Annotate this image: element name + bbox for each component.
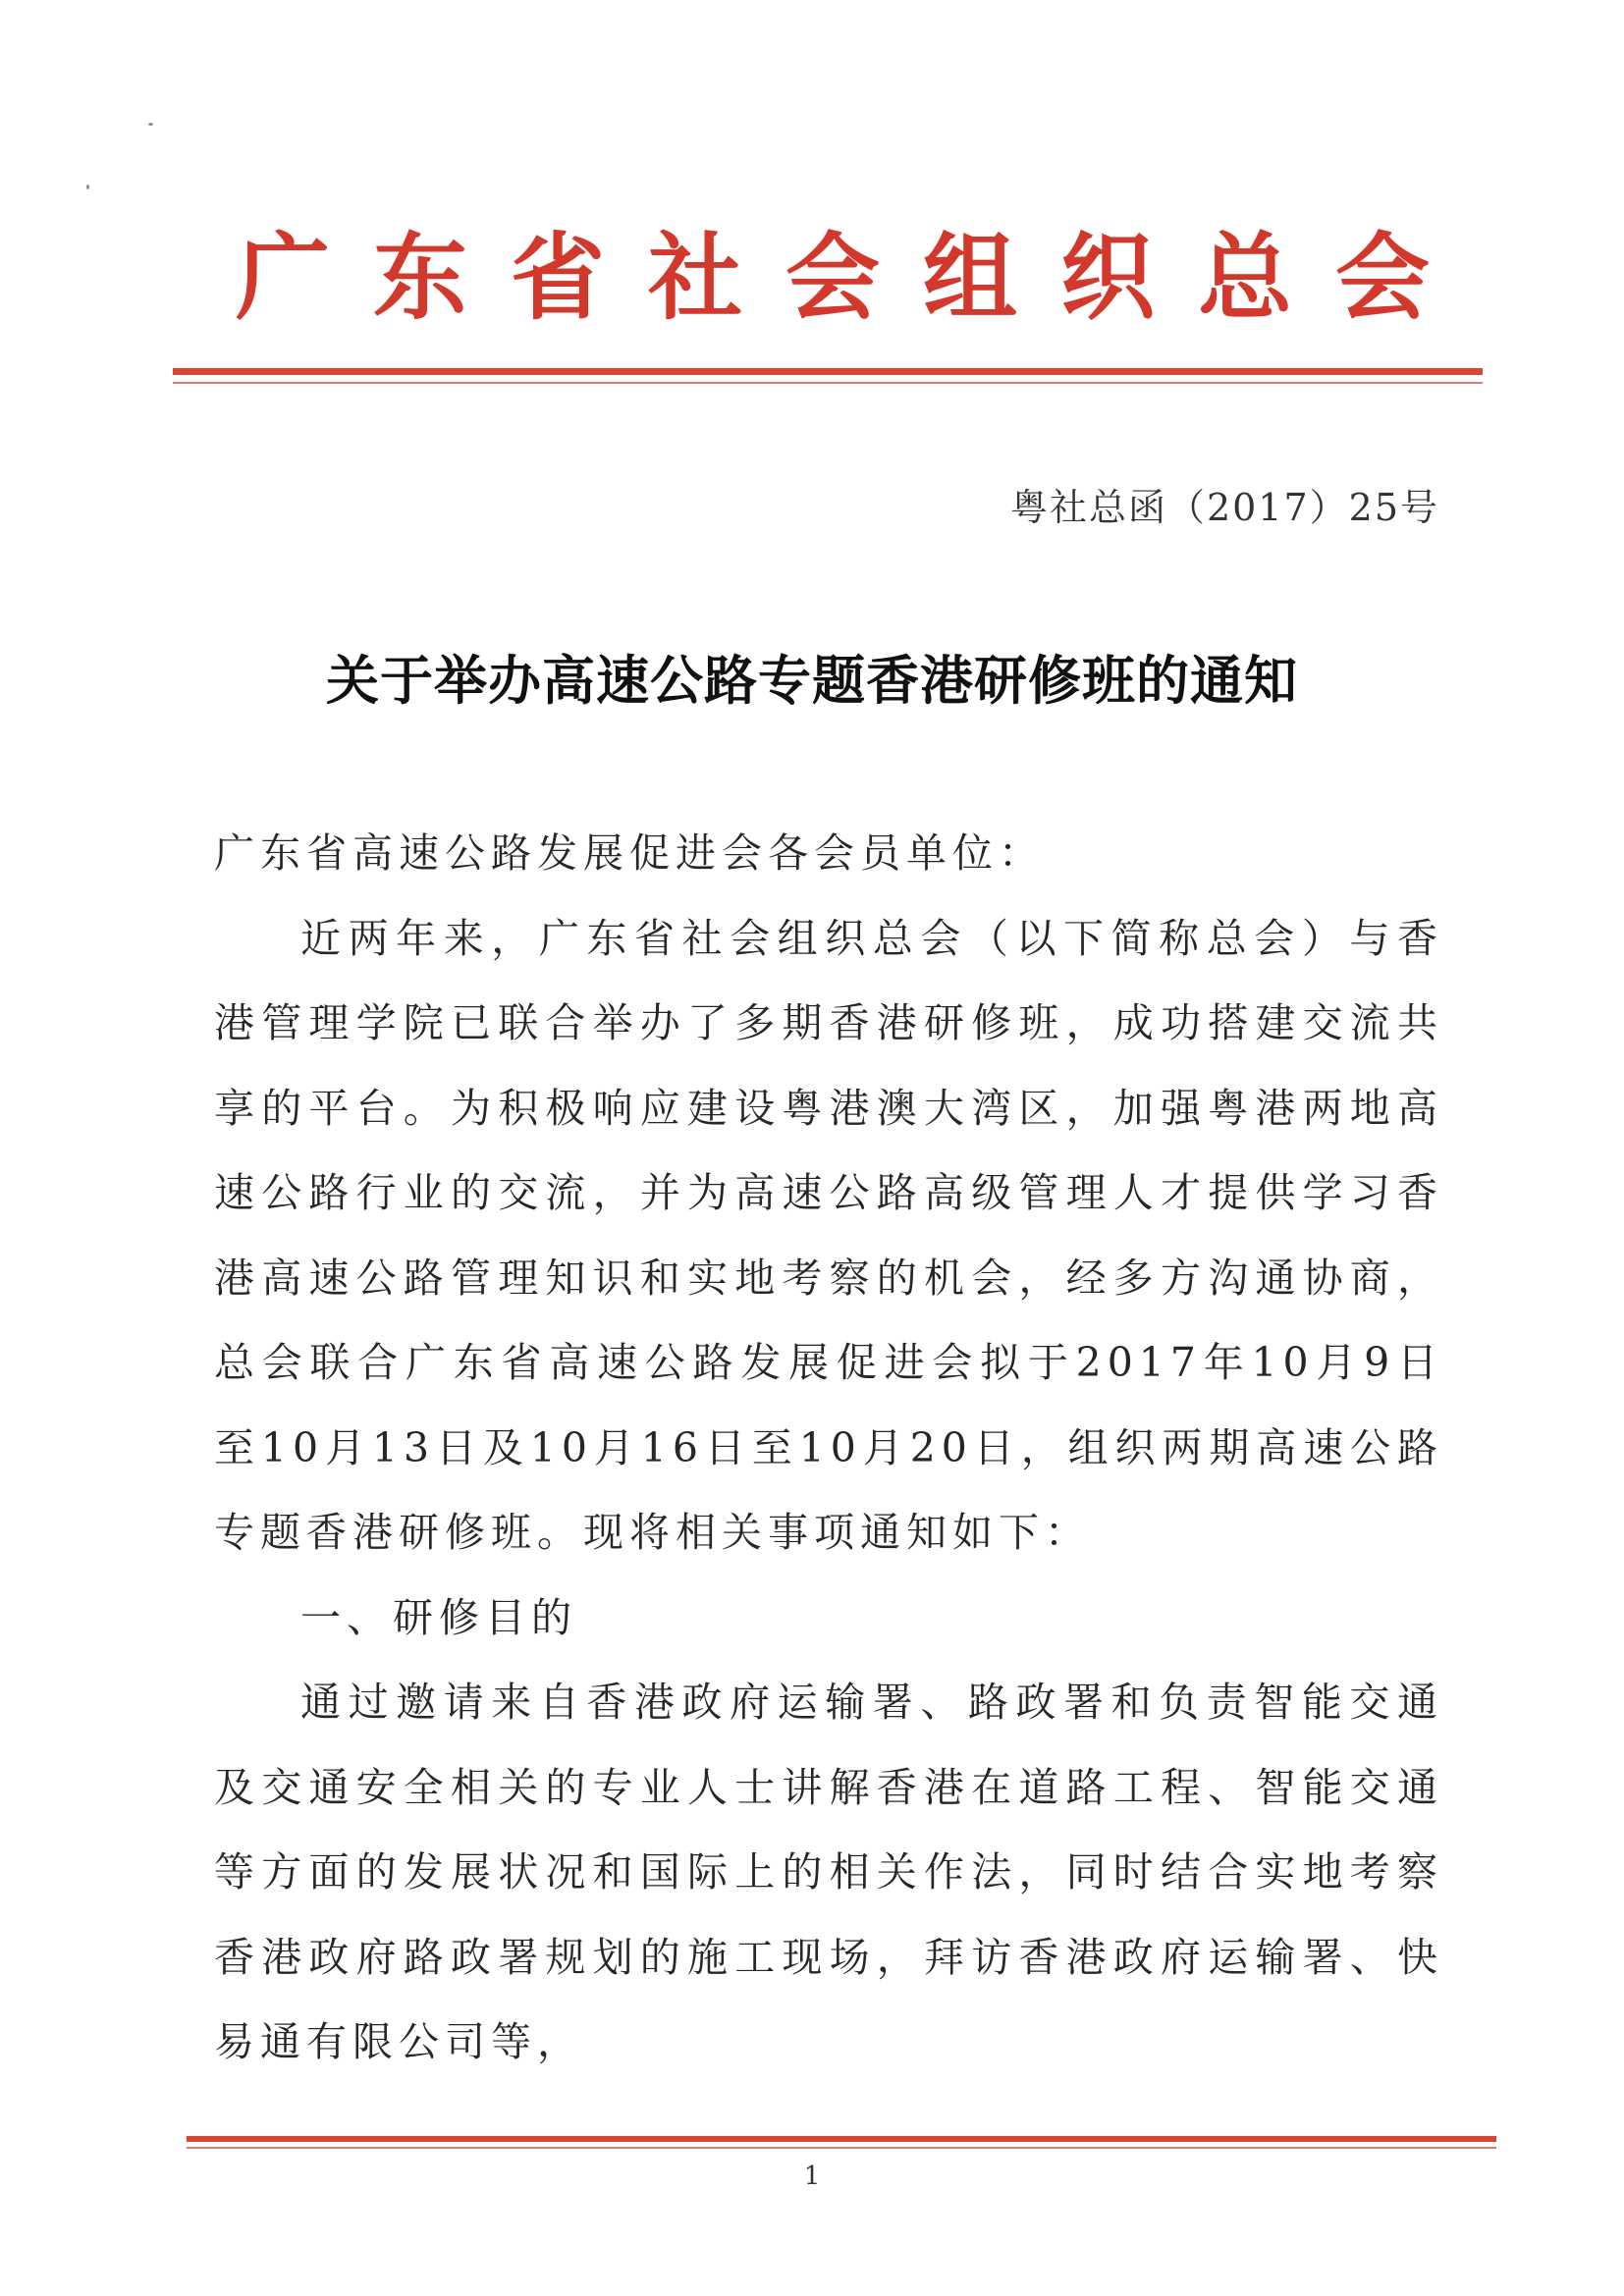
paragraph-purpose: 通过邀请来自香港政府运输署、路政署和负责智能交通及交通安全相关的专业人士讲解香港在道路工程、智能交通等方面的发展状况和国际上的相关作法，同时结合实地考察香港政府路政署规划的施工现场，拜访香港政府运输署、快易通有限公司等，: [214, 1679, 1443, 2065]
footer-rule-thin: [187, 2147, 1496, 2149]
document-number: 粤社总函（2017）25号: [1009, 486, 1439, 529]
page-number: 1: [803, 2162, 821, 2191]
section-heading-purpose: 一、研修目的: [300, 1593, 577, 1641]
salutation: 广东省高速公路发展促进会各会员单位：: [214, 829, 1045, 877]
letterhead-rule-thin: [173, 382, 1483, 384]
document-body: [214, 811, 1443, 2085]
document-title: 关于举办高速公路专题香港研修班的通知: [326, 649, 1298, 712]
letterhead-organization: 广东省社会组织总会: [236, 222, 1473, 333]
letterhead-rule-thick: [173, 368, 1483, 375]
footer-rule-thick: [187, 2136, 1496, 2142]
paragraph-intro: 近两年来，广东省社会组织总会（以下简称总会）与香港管理学院已联合举办了多期香港研修班，成功搭建交流共享的平台。为积极响应建设粤港澳大湾区，加强粤港两地高速公路行业的交流，并为高速公路高级管理人才提供学习香港高速公路管理知识和实地考察的机会，经多方沟通协商，总会联合广东省高速公路发展促进会拟于2017年10月9日至10月13日及10月16日至10月20日，组织两期高速公路专题香港研修班。现将相关事项通知如下：: [214, 914, 1443, 1556]
scan-speck: [86, 185, 89, 189]
scan-speck: [148, 123, 153, 126]
